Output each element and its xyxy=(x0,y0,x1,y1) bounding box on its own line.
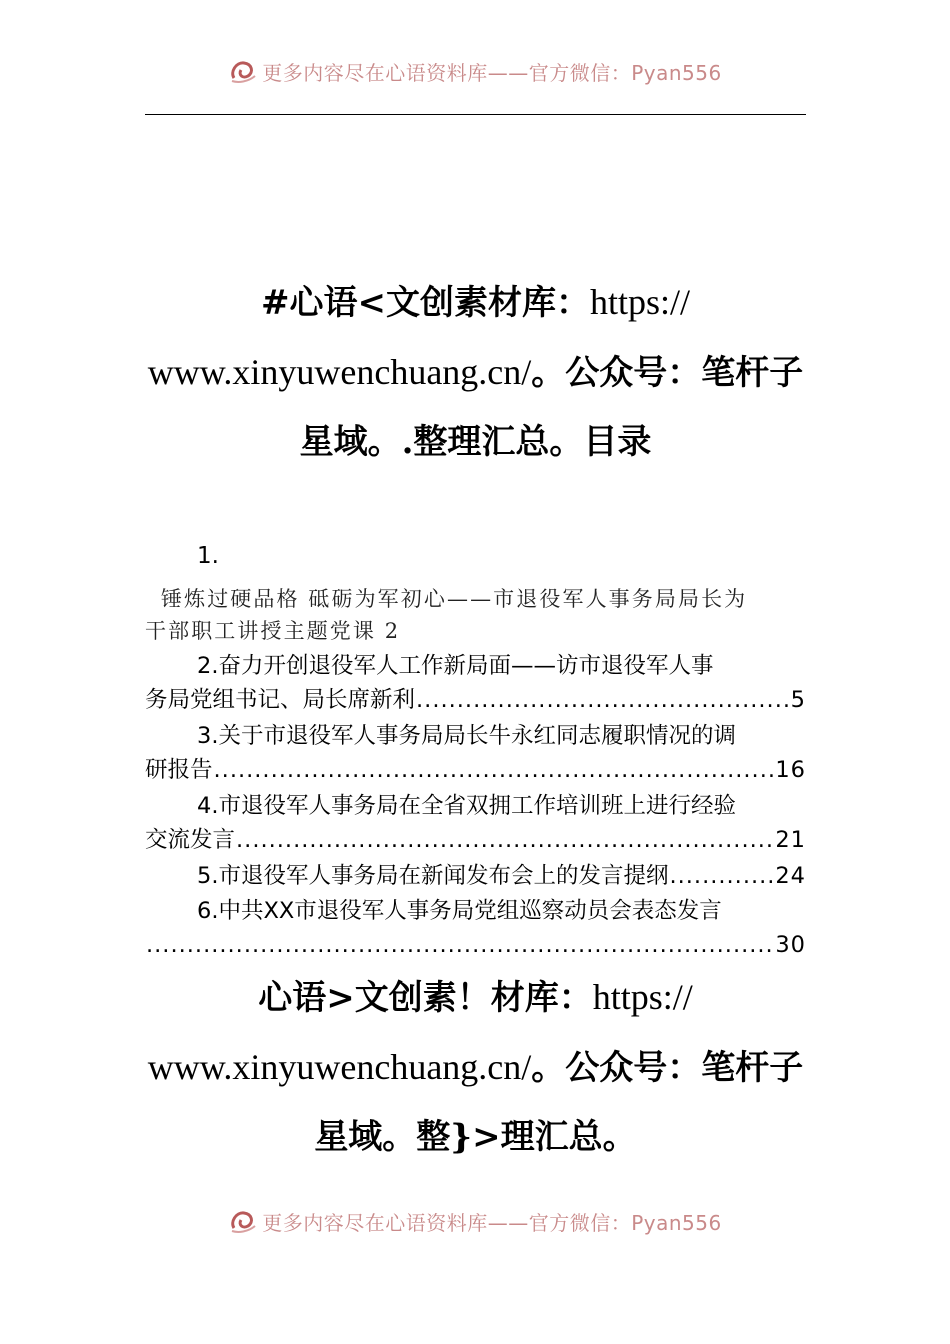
toc-item-1-number: 1. xyxy=(197,543,219,569)
dot-leader xyxy=(669,859,774,893)
footer-banner-text: 更多内容尽在心语资料库——官方微信：Pyan556 xyxy=(262,1210,722,1235)
swirl-logo-icon xyxy=(228,1208,258,1234)
page-number: 21 xyxy=(775,827,806,853)
header-divider xyxy=(145,114,806,115)
swirl-logo-icon xyxy=(228,58,258,84)
header-banner-text: 更多内容尽在心语资料库——官方微信：Pyan556 xyxy=(262,60,722,85)
dot-leader xyxy=(236,823,774,857)
closing-line-3: 星域。整}>理汇总。 xyxy=(314,1117,637,1157)
dot-leader xyxy=(416,683,790,717)
page-number: 30 xyxy=(775,932,806,958)
document-title xyxy=(145,268,806,477)
toc-item-5[interactable]: 5.市退役军人事务局在新闻发布会上的发言提纲 ..... 24 xyxy=(145,859,806,893)
dot-leader xyxy=(146,928,774,962)
dot-leader xyxy=(214,753,775,787)
page-number: 24 xyxy=(775,863,806,889)
closing-line-1: 心语>文创素！材库：https:// xyxy=(258,977,693,1018)
toc-item-6[interactable]: 6.中共XX市退役军人事务局党组巡察动员会表态发言 ..... 30 xyxy=(145,894,806,962)
title-line-3: 星域。.整理汇总。目录 xyxy=(299,422,652,462)
header-banner xyxy=(0,56,950,86)
footer-banner xyxy=(0,1206,950,1236)
toc-item-1[interactable]: 锤炼过硬品格 砥砺为军初心——市退役军人事务局局长为 干部职工讲授主题党课 2 xyxy=(145,587,748,643)
page-number: 5 xyxy=(790,687,806,713)
page-number: 16 xyxy=(775,757,806,783)
closing-note xyxy=(145,963,806,1172)
title-line-1: #心语<文创素材库：https:// xyxy=(260,282,690,323)
toc-item-2[interactable]: 2.奋力开创退役军人工作新局面——访市退役军人事 务局党组书记、局长席新利 ..... 5 xyxy=(145,649,806,717)
closing-line-2: www.xinyuwenchuang.cn/。公众号：笔杆子 xyxy=(147,1047,804,1088)
title-line-2: www.xinyuwenchuang.cn/。公众号：笔杆子 xyxy=(147,352,804,393)
toc-item-4[interactable]: 4.市退役军人事务局在全省双拥工作培训班上进行经验 交流发言 ..... 21 xyxy=(145,789,806,857)
toc-item-3[interactable]: 3.关于市退役军人事务局局长牛永红同志履职情况的调 研报告 ..... 16 xyxy=(145,719,806,787)
